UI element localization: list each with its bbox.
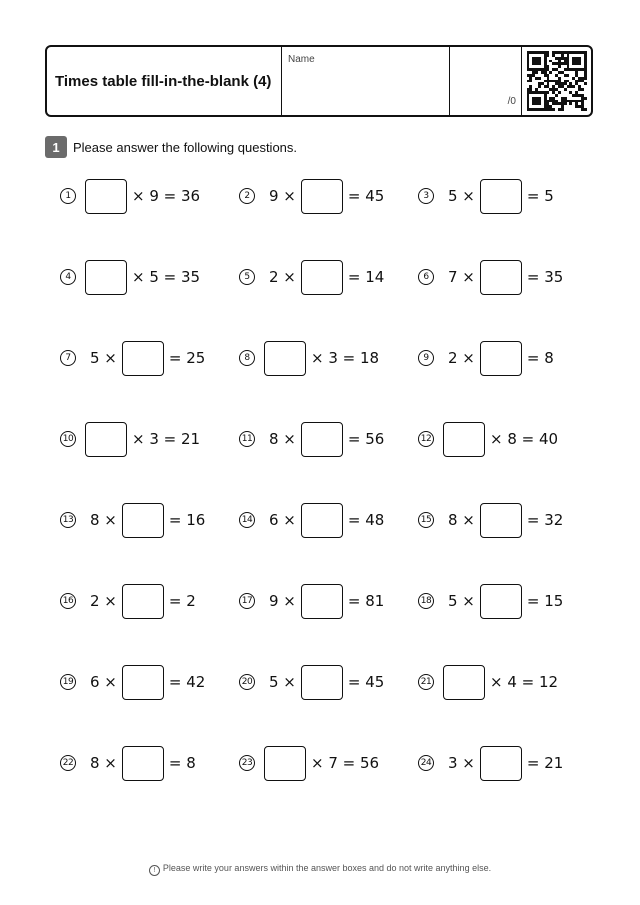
answer-box[interactable] — [443, 422, 485, 457]
equation-text: = 81 — [347, 592, 385, 610]
answer-box[interactable] — [301, 584, 343, 619]
question-item — [239, 583, 389, 619]
equation-text: 5 × — [90, 349, 117, 367]
score-box — [449, 47, 521, 115]
question-item — [418, 340, 559, 376]
question-item — [60, 421, 205, 457]
question-number: 2 — [239, 188, 255, 204]
answer-box[interactable] — [301, 179, 343, 214]
qr-code — [527, 51, 587, 111]
equation-text: 2 × — [269, 268, 296, 286]
answer-box[interactable] — [85, 422, 127, 457]
equation-text: 6 × — [90, 673, 117, 691]
equation-text: 7 × — [448, 268, 475, 286]
name-field[interactable] — [281, 47, 449, 115]
answer-box[interactable] — [480, 260, 522, 295]
equation-text: = 32 — [526, 511, 564, 529]
score-value: /0 — [507, 96, 516, 107]
worksheet-header — [45, 45, 593, 117]
name-label: Name — [288, 54, 315, 65]
info-icon: ! — [149, 865, 160, 876]
question-number: 20 — [239, 674, 255, 690]
answer-box[interactable] — [480, 584, 522, 619]
equation-text: = 8 — [168, 754, 196, 772]
answer-box[interactable] — [480, 746, 522, 781]
question-number: 4 — [60, 269, 76, 285]
question-number: 24 — [418, 755, 434, 771]
question-item — [60, 583, 201, 619]
footer-text: Please write your answers within the answer boxes and do not write anything else. — [162, 863, 492, 873]
equation-text: 5 × — [269, 673, 296, 691]
question-number: 14 — [239, 512, 255, 528]
equation-text: = 16 — [168, 511, 206, 529]
equation-text: = 2 — [168, 592, 196, 610]
question-item — [239, 502, 389, 538]
question-number: 5 — [239, 269, 255, 285]
question-number: 23 — [239, 755, 255, 771]
equation-text: × 4 = 12 — [490, 673, 559, 691]
question-number: 7 — [60, 350, 76, 366]
question-item — [239, 259, 389, 295]
question-item — [418, 583, 568, 619]
question-number: 18 — [418, 593, 434, 609]
equation-text: 5 × — [448, 592, 475, 610]
equation-text: = 56 — [347, 430, 385, 448]
answer-box[interactable] — [122, 341, 164, 376]
equation-text: 8 × — [269, 430, 296, 448]
question-item — [418, 259, 568, 295]
answer-box[interactable] — [480, 341, 522, 376]
worksheet-title: Times table fill-in-the-blank (4) — [55, 72, 272, 90]
equation-text: × 5 = 35 — [132, 268, 201, 286]
equation-text: = 45 — [347, 187, 385, 205]
equation-text: 3 × — [448, 754, 475, 772]
answer-box[interactable] — [264, 341, 306, 376]
answer-box[interactable] — [122, 584, 164, 619]
equation-text: = 25 — [168, 349, 206, 367]
equation-text: = 5 — [526, 187, 554, 205]
equation-text: × 9 = 36 — [132, 187, 201, 205]
question-number: 19 — [60, 674, 76, 690]
question-number: 8 — [239, 350, 255, 366]
answer-box[interactable] — [443, 665, 485, 700]
question-number: 15 — [418, 512, 434, 528]
question-item — [239, 178, 389, 214]
answer-box[interactable] — [301, 260, 343, 295]
answer-box[interactable] — [264, 746, 306, 781]
question-item — [418, 745, 568, 781]
answer-box[interactable] — [480, 179, 522, 214]
equation-text: = 45 — [347, 673, 385, 691]
equation-text: × 3 = 18 — [311, 349, 380, 367]
question-item — [418, 502, 568, 538]
question-number: 9 — [418, 350, 434, 366]
equation-text: 2 × — [90, 592, 117, 610]
equation-text: = 8 — [526, 349, 554, 367]
answer-box[interactable] — [85, 179, 127, 214]
question-item — [60, 340, 210, 376]
question-item — [418, 664, 563, 700]
equation-text: 9 × — [269, 592, 296, 610]
equation-text: 6 × — [269, 511, 296, 529]
section-number: 1 — [45, 136, 67, 158]
question-item — [239, 421, 389, 457]
equation-text: 8 × — [90, 511, 117, 529]
question-item — [60, 745, 201, 781]
question-number: 17 — [239, 593, 255, 609]
question-item — [418, 178, 559, 214]
footer-note — [0, 863, 640, 876]
answer-box[interactable] — [301, 503, 343, 538]
equation-text: 8 × — [448, 511, 475, 529]
equation-text: 8 × — [90, 754, 117, 772]
answer-box[interactable] — [301, 422, 343, 457]
qr-code-cell — [521, 47, 591, 115]
question-item — [239, 745, 384, 781]
question-number: 3 — [418, 188, 434, 204]
answer-box[interactable] — [122, 503, 164, 538]
equation-text: = 14 — [347, 268, 385, 286]
equation-text: 5 × — [448, 187, 475, 205]
equation-text: = 35 — [526, 268, 564, 286]
equation-text: × 8 = 40 — [490, 430, 559, 448]
question-number: 6 — [418, 269, 434, 285]
equation-text: 9 × — [269, 187, 296, 205]
question-number: 16 — [60, 593, 76, 609]
equation-text: = 21 — [526, 754, 564, 772]
equation-text: = 48 — [347, 511, 385, 529]
answer-box[interactable] — [122, 665, 164, 700]
question-number: 13 — [60, 512, 76, 528]
question-item — [418, 421, 563, 457]
question-item — [60, 178, 205, 214]
question-item — [239, 664, 389, 700]
question-number: 12 — [418, 431, 434, 447]
equation-text: × 3 = 21 — [132, 430, 201, 448]
section-instruction: Please answer the following questions. — [73, 139, 298, 155]
equation-text: = 42 — [168, 673, 206, 691]
equation-text: × 7 = 56 — [311, 754, 380, 772]
question-item — [60, 664, 210, 700]
question-item — [60, 502, 210, 538]
answer-box[interactable] — [122, 746, 164, 781]
question-number: 10 — [60, 431, 76, 447]
answer-box[interactable] — [85, 260, 127, 295]
answer-box[interactable] — [301, 665, 343, 700]
question-number: 1 — [60, 188, 76, 204]
section-heading — [45, 136, 297, 158]
question-number: 22 — [60, 755, 76, 771]
question-item — [239, 340, 384, 376]
question-item — [60, 259, 205, 295]
answer-box[interactable] — [480, 503, 522, 538]
equation-text: = 15 — [526, 592, 564, 610]
question-number: 11 — [239, 431, 255, 447]
question-number: 21 — [418, 674, 434, 690]
equation-text: 2 × — [448, 349, 475, 367]
